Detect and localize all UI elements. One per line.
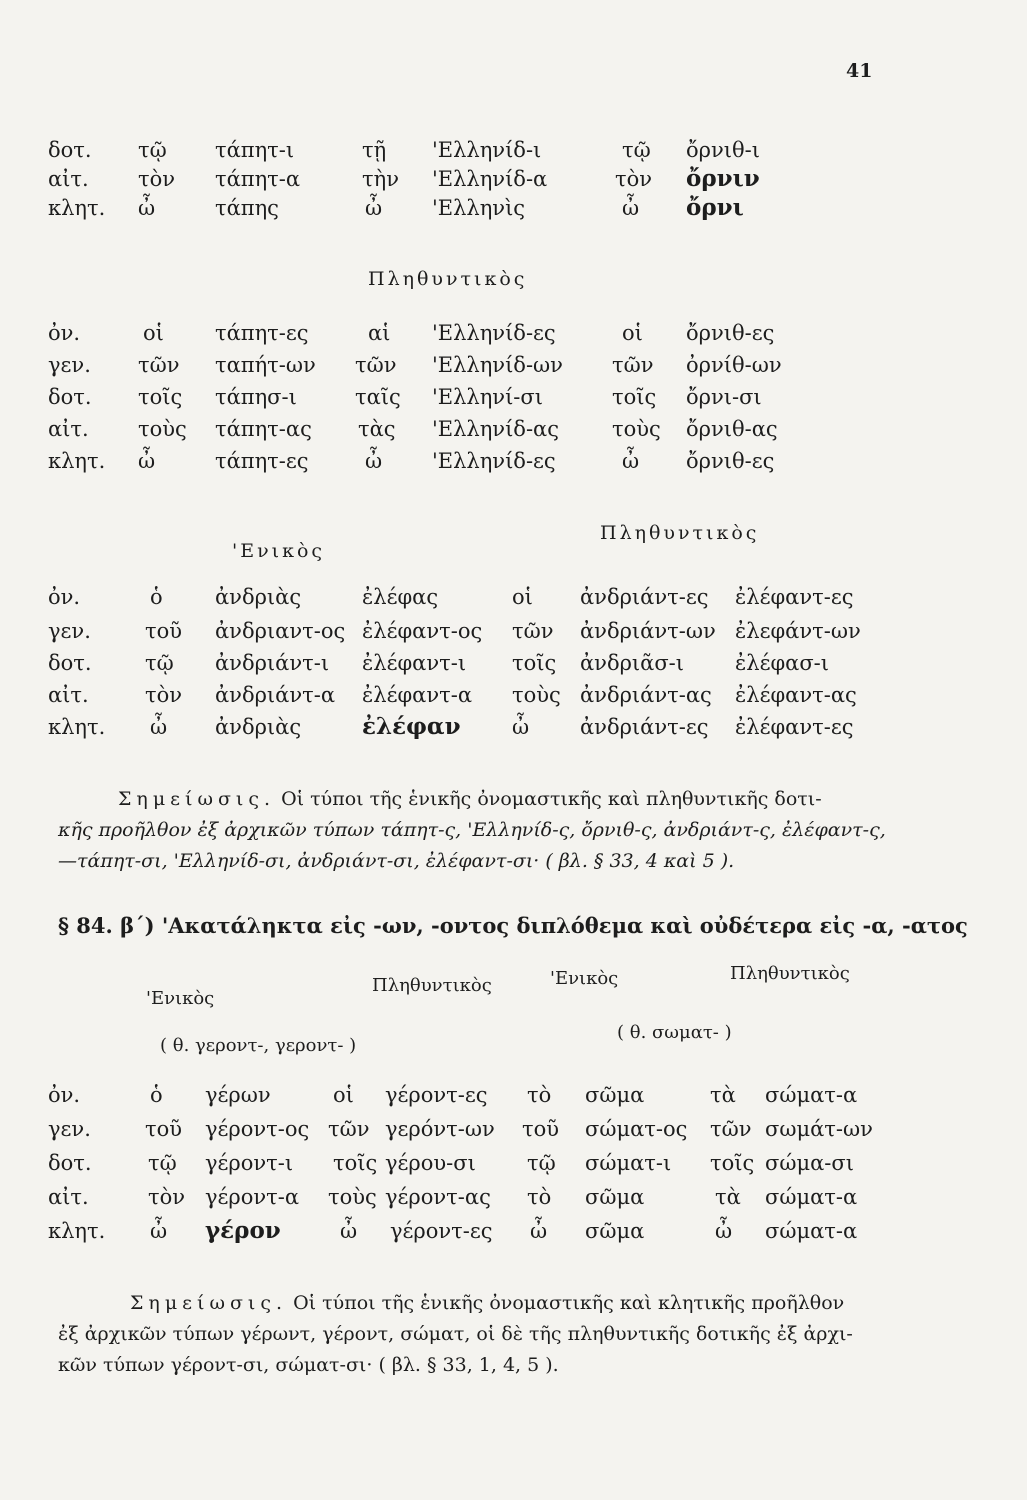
word-form: σώματ-α (765, 1185, 858, 1209)
word-form: τάπητ-α (215, 167, 301, 191)
table-row (0, 350, 1027, 380)
article: τῷ (622, 138, 651, 162)
word-form: σώματ-ος (585, 1117, 688, 1141)
article: τὸ (527, 1083, 552, 1107)
word-form: ἀνδριὰς (215, 715, 302, 739)
case-label: γεν. (48, 619, 91, 643)
article: τὴν (362, 167, 399, 191)
word-form: τάπητ-ες (215, 449, 309, 473)
note-line: ἐξ ἀρχικῶν τύπων γέρωντ, γέροντ, σώματ, οἱ δὲ τῆς πληθυντικῆς δοτικῆς ἐξ ἀρχι- (58, 1323, 853, 1345)
case-label: δοτ. (48, 385, 92, 409)
word-form: σώματ-ι (585, 1151, 672, 1175)
case-label: δοτ. (48, 651, 92, 675)
word-form: 'Ελληνί-σι (432, 385, 543, 409)
case-label: δοτ. (48, 1151, 92, 1175)
article: ὦ (138, 196, 156, 220)
article: ὦ (150, 1219, 168, 1243)
case-label: ὀν. (48, 585, 81, 609)
case-label: γεν. (48, 353, 91, 377)
singular-header: 'Ενικὸς (232, 540, 326, 562)
article: τῶν (710, 1117, 752, 1141)
singular-header: 'Ενικὸς (550, 968, 619, 989)
case-label: αἰτ. (48, 417, 89, 441)
article: τὰς (358, 417, 396, 441)
article: τῶν (328, 1117, 370, 1141)
table-row (0, 1216, 1027, 1246)
word-form: ὄρνι-σι (686, 385, 762, 409)
case-label: κλητ. (48, 1219, 106, 1243)
case-label: ὀν. (48, 321, 81, 345)
word-form: 'Ελληνίδ-ων (432, 353, 563, 377)
word-form: γέροντ-ες (390, 1219, 493, 1243)
article: τὰ (710, 1083, 736, 1107)
word-form: ὄρνιθ-ας (686, 417, 778, 441)
word-form: ἀνδριάντ-ων (580, 619, 716, 643)
word-form: ἐλέφας (362, 585, 439, 609)
word-form: 'Ελληνίδ-ες (432, 321, 556, 345)
note-line: κῆς προῆλθον ἐξ ἀρχικῶν τύπων τάπητ-ς, 'Ελληνίδ-ς, ὄρνιθ-ς, ἀνδριάντ-ς, ἐλέφαντ-ς, (58, 819, 886, 841)
case-label: κλητ. (48, 449, 106, 473)
word-form: ἀνδριάντ-ες (580, 585, 709, 609)
note-line: Οἱ τύποι τῆς ἑνικῆς ὀνομαστικῆς καὶ κλητικῆς προῆλθον (293, 1292, 845, 1314)
word-form: γέροντ-α (205, 1185, 300, 1209)
table-row (0, 1114, 1027, 1144)
table-row (0, 382, 1027, 412)
word-form-bold: ὄρνιν (686, 165, 760, 192)
article: αἱ (368, 321, 391, 345)
word-form: γέρων (205, 1083, 271, 1107)
article: τὰ (715, 1185, 741, 1209)
case-label: ὀν. (48, 1083, 81, 1107)
article: τὸν (138, 167, 176, 191)
stem-note: ( θ. σωματ- ) (617, 1022, 732, 1043)
table-row (0, 680, 1027, 710)
word-form: τάπητ-ας (215, 417, 312, 441)
word-form: σῶμα (585, 1185, 645, 1209)
article: τοὺς (138, 417, 187, 441)
word-form: ὄρνιθ-ες (686, 321, 775, 345)
article: ὦ (340, 1219, 358, 1243)
article: τῶν (512, 619, 554, 643)
article: ὦ (512, 715, 530, 739)
table-row (0, 414, 1027, 444)
article: ὦ (622, 196, 640, 220)
article: ὦ (365, 196, 383, 220)
word-form: ἀνδριάντ-ες (580, 715, 709, 739)
plural-header: Πληθυντικὸς (600, 522, 760, 544)
word-form: ἐλέφαντ-ες (735, 585, 854, 609)
article: τῷ (145, 651, 174, 675)
article: τῷ (527, 1151, 556, 1175)
word-form: σώμα-σι (765, 1151, 854, 1175)
word-form: ἀνδριάντ-ας (580, 683, 712, 707)
article: ὁ (150, 585, 163, 609)
word-form: ἐλέφαντ-ι (362, 651, 467, 675)
word-form: γέροντ-ι (205, 1151, 294, 1175)
article: τοῦ (145, 1117, 183, 1141)
word-form-bold: ὄρνι (686, 194, 744, 221)
word-form: τάπης (215, 196, 279, 220)
word-form-bold: γέρον (205, 1217, 281, 1244)
table-row (0, 446, 1027, 476)
note-line: κῶν τύπων γέροντ-σι, σώματ-σι· ( βλ. § 33, 1, 4, 5 ). (58, 1354, 559, 1376)
word-form-bold: ἐλέφαν (362, 713, 461, 740)
article: τῇ (362, 138, 387, 162)
table-row (0, 582, 1027, 612)
article: τὸν (615, 167, 653, 191)
note-paragraph (58, 784, 888, 877)
article: τῶν (612, 353, 654, 377)
article: τοῖς (512, 651, 557, 675)
word-form: σώματ-α (765, 1219, 858, 1243)
plural-header: Πληθυντικὸς (372, 975, 492, 996)
case-label: δοτ. (48, 138, 92, 162)
word-form: ὄρνιθ-ι (686, 138, 760, 162)
word-form: ἐλέφαντ-ες (735, 715, 854, 739)
table-row (0, 648, 1027, 678)
word-form: γερόντ-ων (385, 1117, 495, 1141)
article: τὸ (527, 1185, 552, 1209)
article: οἱ (333, 1083, 354, 1107)
article: τοὺς (328, 1185, 377, 1209)
word-form: ἐλέφαντ-ος (362, 619, 483, 643)
plural-header: Πληθυντικὸς (368, 268, 528, 290)
word-form: 'Ελληνὶς (432, 196, 526, 220)
table-row (0, 1182, 1027, 1212)
word-form: ταπήτ-ων (215, 353, 316, 377)
article: ὦ (138, 449, 156, 473)
table-row (0, 135, 1027, 165)
article: τῶν (355, 353, 397, 377)
note-label: Σημείωσις. (130, 1292, 288, 1314)
word-form: ἐλέφαντ-α (362, 683, 473, 707)
table-row (0, 164, 1027, 194)
case-label: αἰτ. (48, 167, 89, 191)
word-form: τάπησ-ι (215, 385, 297, 409)
note-line: —τάπητ-σι, 'Ελληνίδ-σι, ἀνδριάντ-σι, ἐλέφαντ-σι· ( βλ. § 33, 4 καὶ 5 ). (58, 850, 735, 872)
word-form: σώματ-α (765, 1083, 858, 1107)
word-form: ἀνδριάντ-α (215, 683, 336, 707)
word-form: ἐλέφασ-ι (735, 651, 830, 675)
article: ὦ (530, 1219, 548, 1243)
article: ὦ (150, 715, 168, 739)
word-form: ἀνδριάντ-ι (215, 651, 330, 675)
article: τῷ (138, 138, 167, 162)
article: τοῦ (145, 619, 183, 643)
article: τοῖς (138, 385, 183, 409)
article: οἱ (622, 321, 643, 345)
article: ὦ (365, 449, 383, 473)
word-form: ἀνδριαντ-ος (215, 619, 346, 643)
article: οἱ (512, 585, 533, 609)
word-form: σωμάτ-ων (765, 1117, 873, 1141)
plural-header: Πληθυντικὸς (730, 963, 850, 984)
note-line: Οἱ τύποι τῆς ἑνικῆς ὀνομαστικῆς καὶ πληθυντικῆς δοτι- (281, 788, 822, 810)
note-paragraph (58, 1288, 888, 1381)
article: τὸν (148, 1185, 186, 1209)
table-row (0, 1080, 1027, 1110)
stem-note: ( θ. γεροντ-, γεροντ- ) (160, 1035, 357, 1056)
word-form: ἐλέφαντ-ας (735, 683, 857, 707)
word-form: σῶμα (585, 1219, 645, 1243)
word-form: ἐλεφάντ-ων (735, 619, 861, 643)
table-row (0, 1148, 1027, 1178)
article: τοὺς (512, 683, 561, 707)
note-label: Σημείωσις. (118, 788, 276, 810)
article: οἱ (143, 321, 164, 345)
article: τῶν (138, 353, 180, 377)
word-form: ἀνδριᾶσ-ι (580, 651, 685, 675)
word-form: 'Ελληνίδ-α (432, 167, 548, 191)
word-form: σῶμα (585, 1083, 645, 1107)
table-row (0, 193, 1027, 223)
article: τοὺς (612, 417, 661, 441)
article: τοῖς (710, 1151, 755, 1175)
singular-header: 'Ενικὸς (146, 988, 215, 1009)
case-label: γεν. (48, 1117, 91, 1141)
word-form: 'Ελληνίδ-ι (432, 138, 542, 162)
word-form: γέρου-σι (385, 1151, 476, 1175)
case-label: αἰτ. (48, 1185, 89, 1209)
word-form: ὀρνίθ-ων (686, 353, 782, 377)
article: ὦ (715, 1219, 733, 1243)
section-title: § 84. β΄) 'Ακατάληκτα εἰς -ων, -οντος διπλόθεμα καὶ οὐδέτερα εἰς -α, -ατος (58, 913, 968, 938)
page-number: 41 (846, 60, 873, 82)
article: ταῖς (355, 385, 401, 409)
case-label: κλητ. (48, 715, 106, 739)
word-form: 'Ελληνίδ-ες (432, 449, 556, 473)
word-form: 'Ελληνίδ-ας (432, 417, 559, 441)
article: τοῖς (333, 1151, 378, 1175)
word-form: ἀνδριὰς (215, 585, 302, 609)
word-form: ὄρνιθ-ες (686, 449, 775, 473)
word-form: τάπητ-ες (215, 321, 309, 345)
case-label: αἰτ. (48, 683, 89, 707)
word-form: γέροντ-ας (385, 1185, 491, 1209)
word-form: γέροντ-ες (385, 1083, 488, 1107)
article: ὦ (622, 449, 640, 473)
article: τῷ (148, 1151, 177, 1175)
table-row (0, 318, 1027, 348)
article: τοῖς (612, 385, 657, 409)
table-row (0, 712, 1027, 742)
word-form: γέροντ-ος (205, 1117, 310, 1141)
word-form: τάπητ-ι (215, 138, 295, 162)
table-row (0, 616, 1027, 646)
article: τοῦ (522, 1117, 560, 1141)
article: ὁ (150, 1083, 163, 1107)
article: τὸν (145, 683, 183, 707)
case-label: κλητ. (48, 196, 106, 220)
